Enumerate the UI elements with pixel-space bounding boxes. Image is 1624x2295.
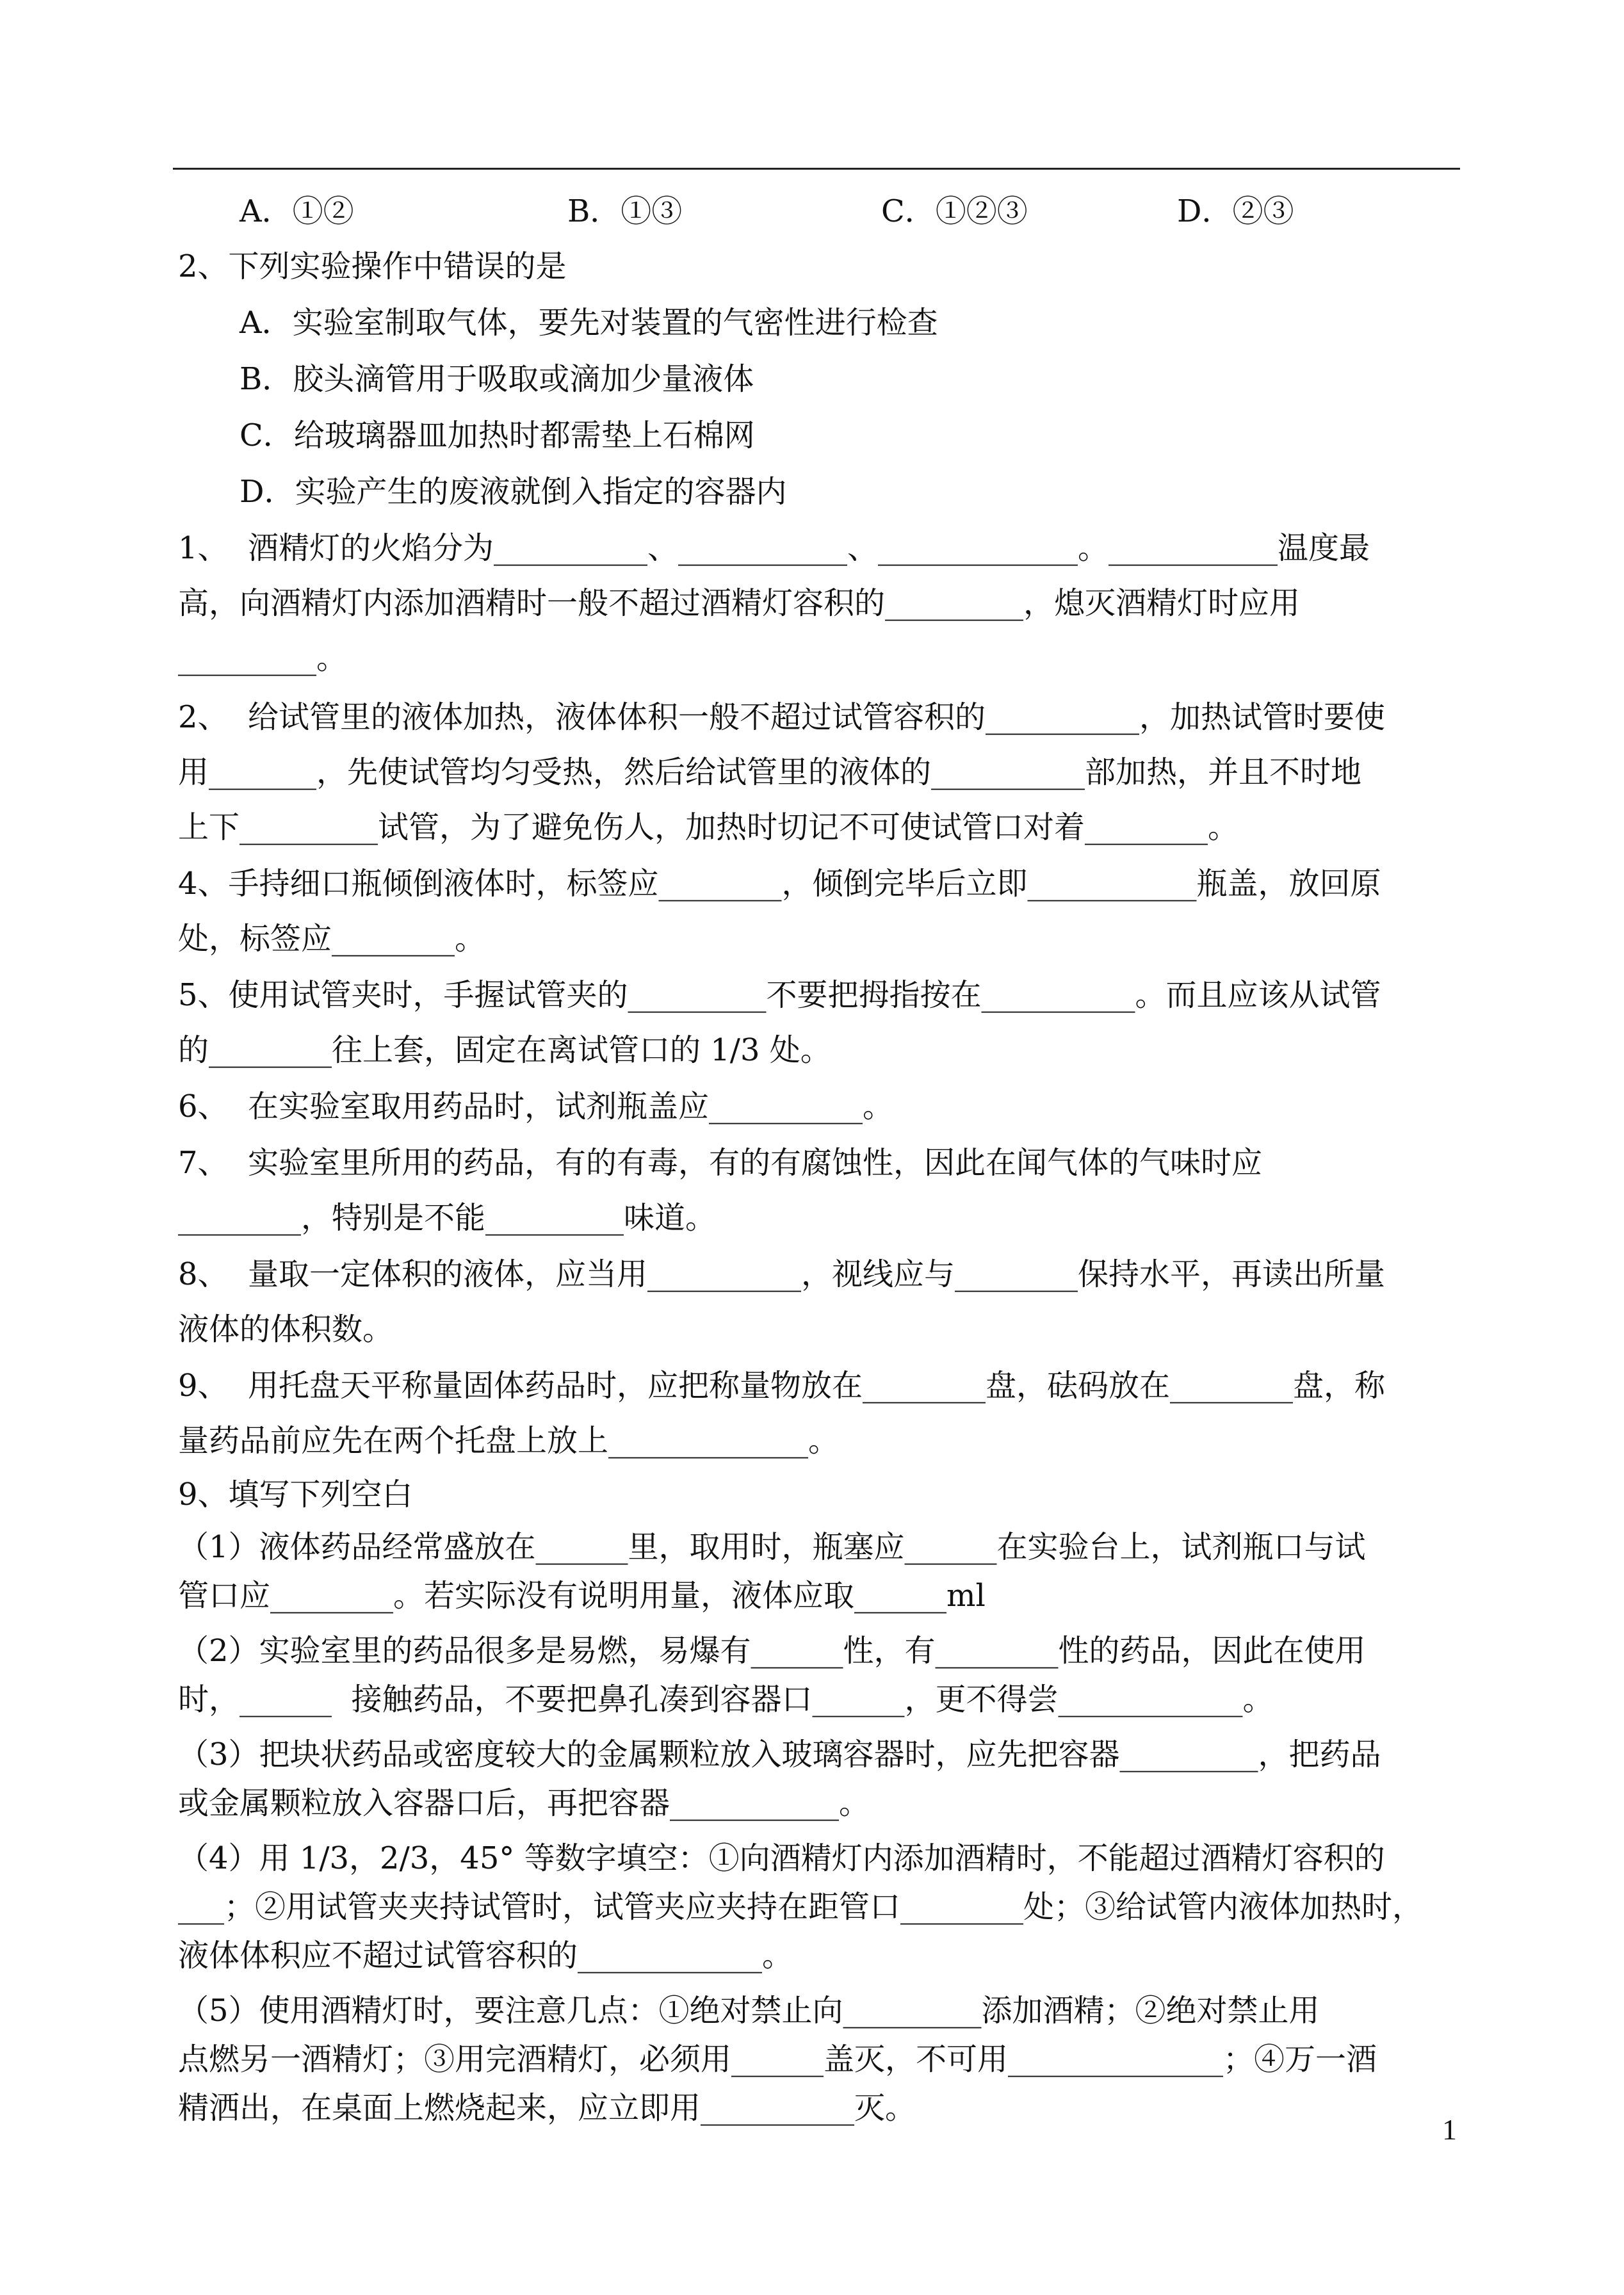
text-line: _________。: [178, 640, 348, 676]
text-line: 时，______ 接触药品，不要把鼻孔凑到容器口______，更不得尝____________。: [178, 1682, 1274, 1717]
option-b: B．①③: [567, 193, 683, 229]
text-line: （3）把块状药品或密度较大的金属颗粒放入玻璃容器时，应先把容器_________，把药品: [178, 1737, 1381, 1772]
section-9-title: 9、填写下列空白: [178, 1477, 413, 1512]
text-line: 8、 量取一定体积的液体，应当用__________，视线应与________保持水平，再读出所量: [178, 1256, 1386, 1292]
text-line: ___；②用试管夹夹持试管时，试管夹应夹持在距管口________处；③给试管内液体加热时，: [178, 1889, 1424, 1925]
option-d: D．②③: [1177, 193, 1294, 229]
text-line: （4）用 1/3，2/3，45° 等数字填空：①向酒精灯内添加酒精时，不能超过酒精灯容积的: [178, 1840, 1385, 1876]
text-line: 点燃另一酒精灯；③用完酒精灯，必须用______盖灭，不可用______________；④万一酒: [178, 2041, 1377, 2077]
question-2-option-a: A．实验室制取气体，要先对装置的气密性进行检查: [240, 305, 938, 341]
text-line: 的________往上套，固定在离试管口的 1/3 处。: [178, 1032, 831, 1068]
text-line: 7、 实验室里所用的药品，有的有毒，有的有腐蚀性，因此在闻气体的气味时应: [178, 1145, 1263, 1181]
text-line: （5）使用酒精灯时，要注意几点：①绝对禁止向_________添加酒精；②绝对禁止用: [178, 1993, 1320, 2029]
text-line: 高，向酒精灯内添加酒精时一般不超过酒精灯容积的_________，熄灭酒精灯时应用: [178, 585, 1301, 621]
option-c: C．①②③: [881, 193, 1028, 229]
question-2-option-d: D．实验产生的废液就倒入指定的容器内: [240, 474, 787, 510]
text-line: 用_______，先使试管均匀受热，然后给试管里的液体的__________部加热，并且不时地: [178, 754, 1362, 790]
text-line: 管口应________。若实际没有说明用量，液体应取______ml: [178, 1578, 986, 1614]
question-2-option-b: B．胶头滴管用于吸取或滴加少量液体: [240, 361, 754, 397]
text-line: 量药品前应先在两个托盘上放上_____________。: [178, 1423, 840, 1459]
text-line: 5、使用试管夹时，手握试管夹的_________不要把拇指按在__________。而且应该从试管: [178, 977, 1381, 1013]
page-number: 1: [1442, 2113, 1457, 2146]
text-line: 1、 酒精灯的火焰分为__________、___________、_____________。___________温度最: [178, 530, 1370, 566]
text-line: 处，标签应________。: [178, 921, 486, 957]
header-rule: [173, 168, 1460, 170]
text-line: 上下_________试管，为了避免伤人，加热时切记不可使试管口对着________。: [178, 809, 1239, 845]
text-line: 2、 给试管里的液体加热，液体体积一般不超过试管容积的__________，加热试管时要使: [178, 699, 1386, 735]
text-line: 9、 用托盘天平称量固体药品时，应把称量物放在________盘，砝码放在________盘，称: [178, 1368, 1386, 1404]
option-a: A．①②: [240, 193, 354, 229]
text-line: 精洒出，在桌面上燃烧起来，应立即用__________灭。: [178, 2090, 916, 2126]
text-line: （2）实验室里的药品很多是易燃，易爆有______性，有________性的药品，因此在使用: [178, 1633, 1366, 1669]
text-line: 液体的体积数。: [178, 1311, 394, 1347]
text-line: 6、 在实验室取用药品时，试剂瓶盖应__________。: [178, 1089, 894, 1124]
question-2-option-c: C．给玻璃器皿加热时都需垫上石棉网: [240, 418, 755, 453]
question-2-stem: 2、下列实验操作中错误的是: [178, 248, 567, 284]
text-line: （1）液体药品经常盛放在______里，取用时，瓶塞应______在实验台上，试剂瓶口与试: [178, 1529, 1366, 1565]
text-line: 4、手持细口瓶倾倒液体时，标签应________，倾倒完毕后立即___________瓶盖，放回原: [178, 866, 1381, 902]
text-line: 液体体积应不超过试管容积的____________。: [178, 1938, 793, 1974]
text-line: 或金属颗粒放入容器口后，再把容器___________。: [178, 1785, 870, 1821]
text-line: ________，特别是不能_________味道。: [178, 1200, 717, 1236]
